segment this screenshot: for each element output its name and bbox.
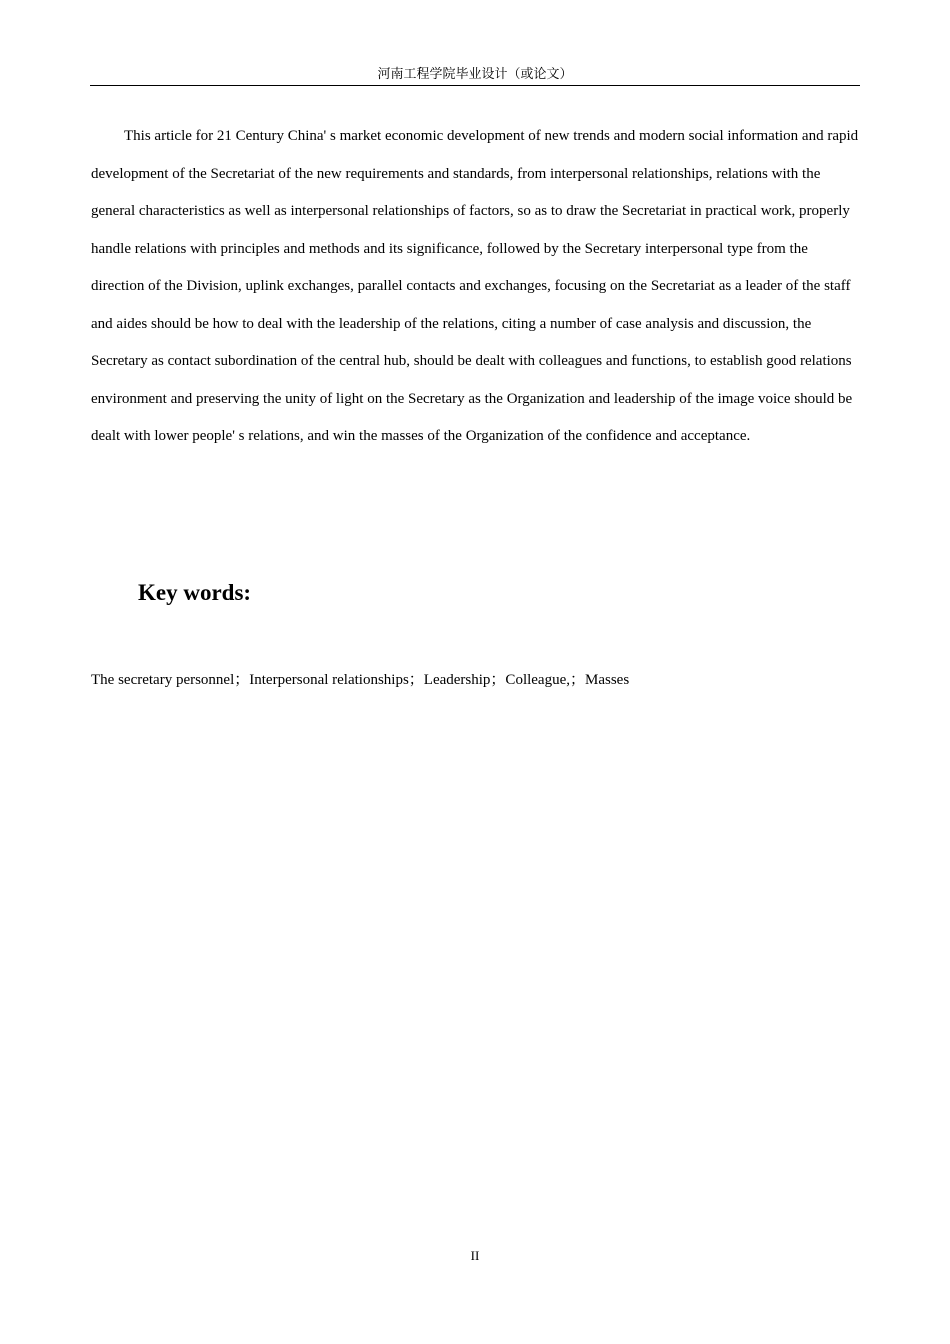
page-number: II — [470, 1248, 480, 1263]
abstract-paragraph: This article for 21 Century China' s market economic development of new trends and modern social information and rapid development of the Secretariat of the new requirements and standards, from interpersonal relationships, relations with the general characteristics as well as interpersonal relationships of factors, so as to draw the Secretariat in practical work, properly handle relations with principles and methods and its significance, followed by the Secretary interpersonal type from the direction of the Division, uplink exchanges, parallel contacts and exchanges, focusing on the Secretariat as a leader of the staff and aides should be how to deal with the leadership of the relations, citing a number of case analysis and discussion, the Secretary as contact subordination of the central hub, should be dealt with colleagues and functions, to establish good relations environment and preserving the unity of light on the Secretary as the Organization and leadership of the image voice should be dealt with lower people' s relations, and win the masses of the Organization of the confidence and acceptance. — [91, 128, 859, 444]
header-divider — [90, 85, 860, 86]
page-header-title: 河南工程学院毕业设计（或论文） — [377, 67, 573, 82]
keywords-heading: Key words: — [138, 580, 252, 605]
keywords-list: The secretary personnel；Interpersonal relationships；Leadership；Colleague,；Masses — [91, 672, 630, 688]
